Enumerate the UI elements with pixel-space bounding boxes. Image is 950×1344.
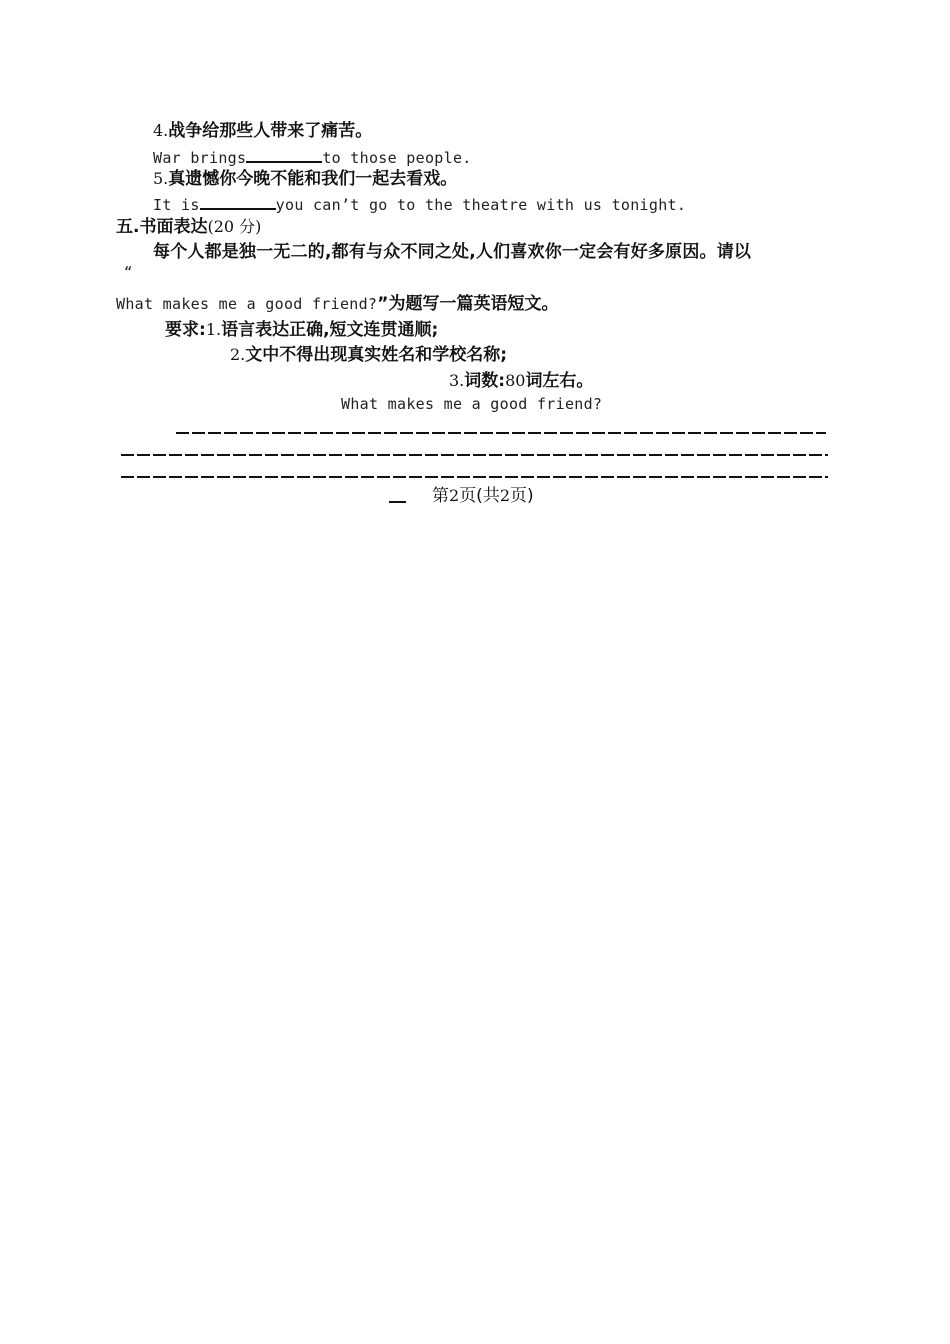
- q4-english-after: to those people.: [322, 149, 472, 167]
- requirement-2: [230, 347, 507, 364]
- q5-chinese: [153, 171, 457, 188]
- footer-page-number: 2: [449, 486, 460, 505]
- section5-points: (20 分): [207, 217, 262, 236]
- footer-middle: 页(共: [459, 486, 500, 506]
- essay-title: What makes me a good friend?: [341, 395, 603, 413]
- requirement-3-suffix: 词左右。: [525, 371, 594, 391]
- q5-number: 5.: [153, 169, 169, 188]
- requirement-3-count: 80: [505, 371, 526, 390]
- requirement-3: [449, 373, 593, 390]
- section5-heading: [116, 219, 261, 236]
- section5-title: 书面表达: [139, 217, 208, 237]
- page-footer: [432, 488, 534, 505]
- requirement-1-text: 语言表达正确,短文连贯通顺;: [221, 320, 439, 340]
- prompt-line2: [116, 296, 558, 313]
- q5-english-before: It is: [153, 196, 200, 214]
- requirement-3-label: 词数:: [464, 371, 506, 391]
- footer-prefix: 第: [432, 486, 449, 506]
- requirement-1-number: 1.: [205, 320, 222, 339]
- section5-number: 五.: [116, 217, 140, 237]
- writing-line-2[interactable]: [121, 454, 828, 456]
- q5-english-after: you can’t go to the theatre with us tonight.: [275, 196, 687, 214]
- q5-english: [153, 194, 686, 213]
- q5-answer-blank[interactable]: [200, 194, 276, 210]
- footer-total-pages: 2: [499, 486, 511, 505]
- q4-english: [153, 147, 472, 166]
- q4-number: 4.: [153, 121, 169, 140]
- prompt-line1: 每个人都是独一无二的,都有与众不同之处,人们喜欢你一定会有好多原因。请以: [153, 242, 752, 262]
- requirement-2-number: 2.: [230, 345, 246, 364]
- prompt-topic-chinese: ”为题写一篇英语短文。: [377, 294, 559, 314]
- q5-chinese-text: 真遗憾你今晚不能和我们一起去看戏。: [168, 169, 458, 189]
- writing-line-4[interactable]: [389, 501, 406, 503]
- prompt-open-quote: “: [124, 265, 133, 281]
- requirement-1: [165, 322, 438, 339]
- writing-line-3[interactable]: [121, 476, 828, 478]
- writing-line-1[interactable]: [176, 432, 826, 434]
- prompt-topic-english: What makes me a good friend?: [116, 295, 378, 313]
- q4-answer-blank[interactable]: [246, 147, 322, 163]
- q4-chinese-text: 战争给那些人带来了痛苦。: [168, 121, 373, 141]
- q4-chinese: [153, 123, 372, 140]
- requirement-2-text: 文中不得出现真实姓名和学校名称;: [245, 345, 508, 365]
- q4-english-before: War brings: [153, 149, 247, 167]
- requirements-label: 要求:: [165, 320, 206, 340]
- requirement-3-number: 3.: [449, 371, 465, 390]
- footer-suffix: 页): [510, 486, 534, 506]
